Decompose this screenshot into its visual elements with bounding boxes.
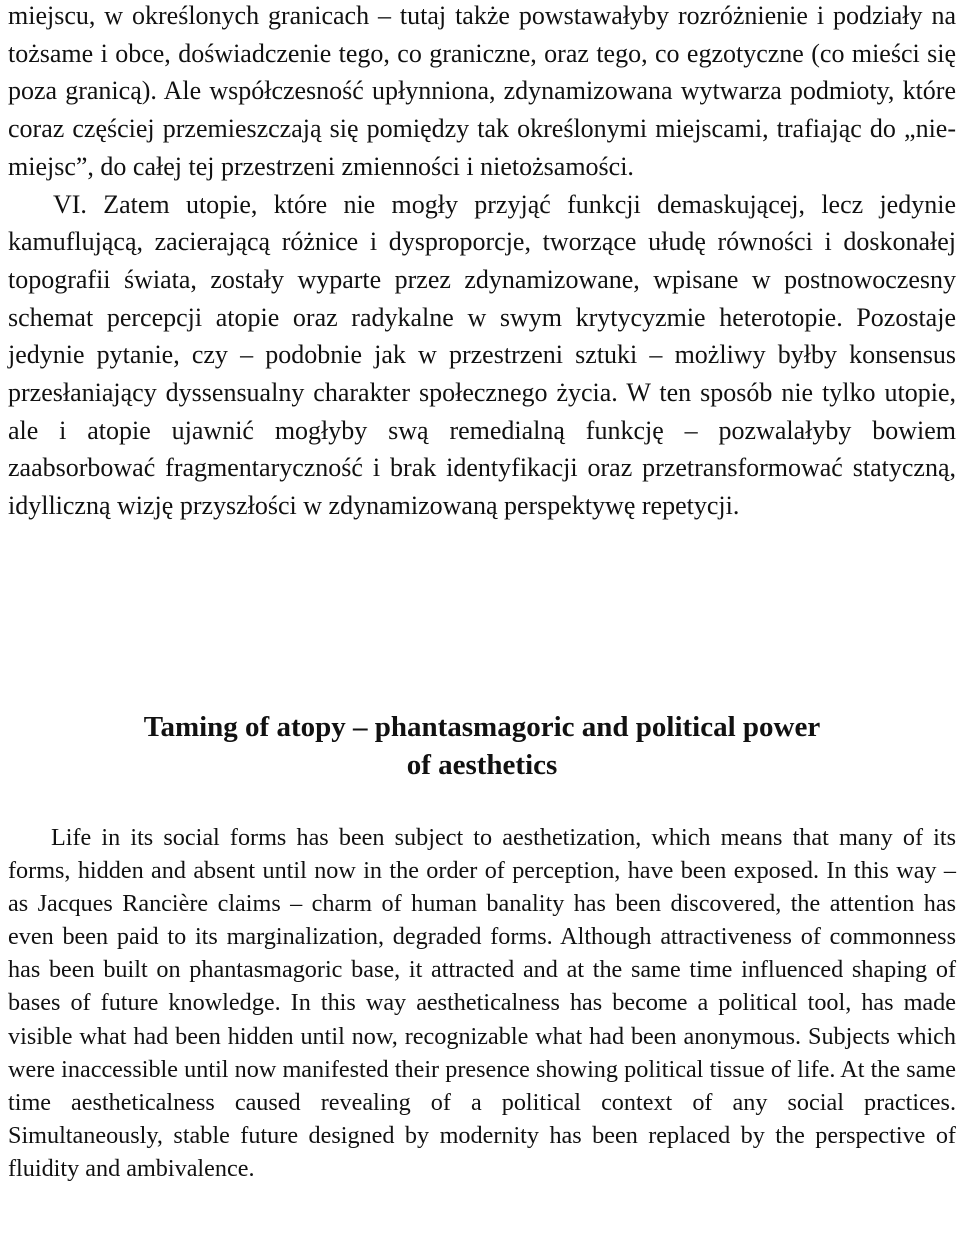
english-abstract: Life in its social forms has been subject to aesthetization, which means that many of its forms, hidden and absent until now in the order of perception, have been exposed. In this way – as Jacques Rancière claims – charm of human banality has been discovered, the attention has even been paid to its marginalization, degraded forms. Although attractiveness of commonness has been built on phantasmagoric base, it attracted and at the same time influenced shaping of bases of future knowledge. In this way aestheticalness has become a political tool, has made visible what had been hidden until now, recognizable what had been anonymous. Subjects which were inaccessible until now manifested their presence showing political tissue of life. At the same time aestheticalness caused revealing of a political context of any social practices. Simultaneously, stable future designed by modernity has been replaced by the perspective of fluidity and ambivalence.: [8, 824, 956, 1182]
polish-paragraph-continued: miejscu, w określonych granicach – tutaj także powstawałyby rozróżnienie i podziały na tożsame i obce, doświadczenie tego, co graniczne, oraz tego, co egzotyczne (co mieści się poza granicą). Ale współczesność upłynniona, zdynamizowana wytwarza podmioty, które coraz częściej przemieszczają się pomiędzy tak określonymi miejscami, trafiając do „nie-miejsc”, do całej tej przestrzeni zmienności i nietożsamości.: [8, 1, 956, 181]
polish-paragraph-section-vi: VI. Zatem utopie, które nie mogły przyjąć funkcji demaskującej, lecz jedynie kamuflującą, zacierającą różnice i dysproporcje, tworzące ułudę równości i doskonałej topografii świata, zostały wyparte przez zdynamizowane, wpisane w postnowoczesny schemat percepcji atopie oraz radykalne w swym krytycyzmie heterotopie. Pozostaje jedynie pytanie, czy – podobnie jak w przestrzeni sztuki – możliwy byłby konsensus przesłaniający dyssensualny charakter społecznego życia. W ten sposób nie tylko utopie, ale i atopie ujawnić mogłyby swą remedialną funkcję – pozwalałyby bowiem zaabsorbować fragmentaryczność i brak identyfikacji oraz przetransformować statyczną, idylliczną wizję przyszłości w zdynamizowaną perspektywę repetycji.: [8, 189, 956, 521]
heading-line-1: Taming of atopy – phantasmagoric and political power: [143, 711, 821, 743]
heading-line-2: of aesthetics: [406, 749, 558, 781]
english-section-heading: [8, 708, 956, 784]
document-page: [8, 0, 956, 1182]
